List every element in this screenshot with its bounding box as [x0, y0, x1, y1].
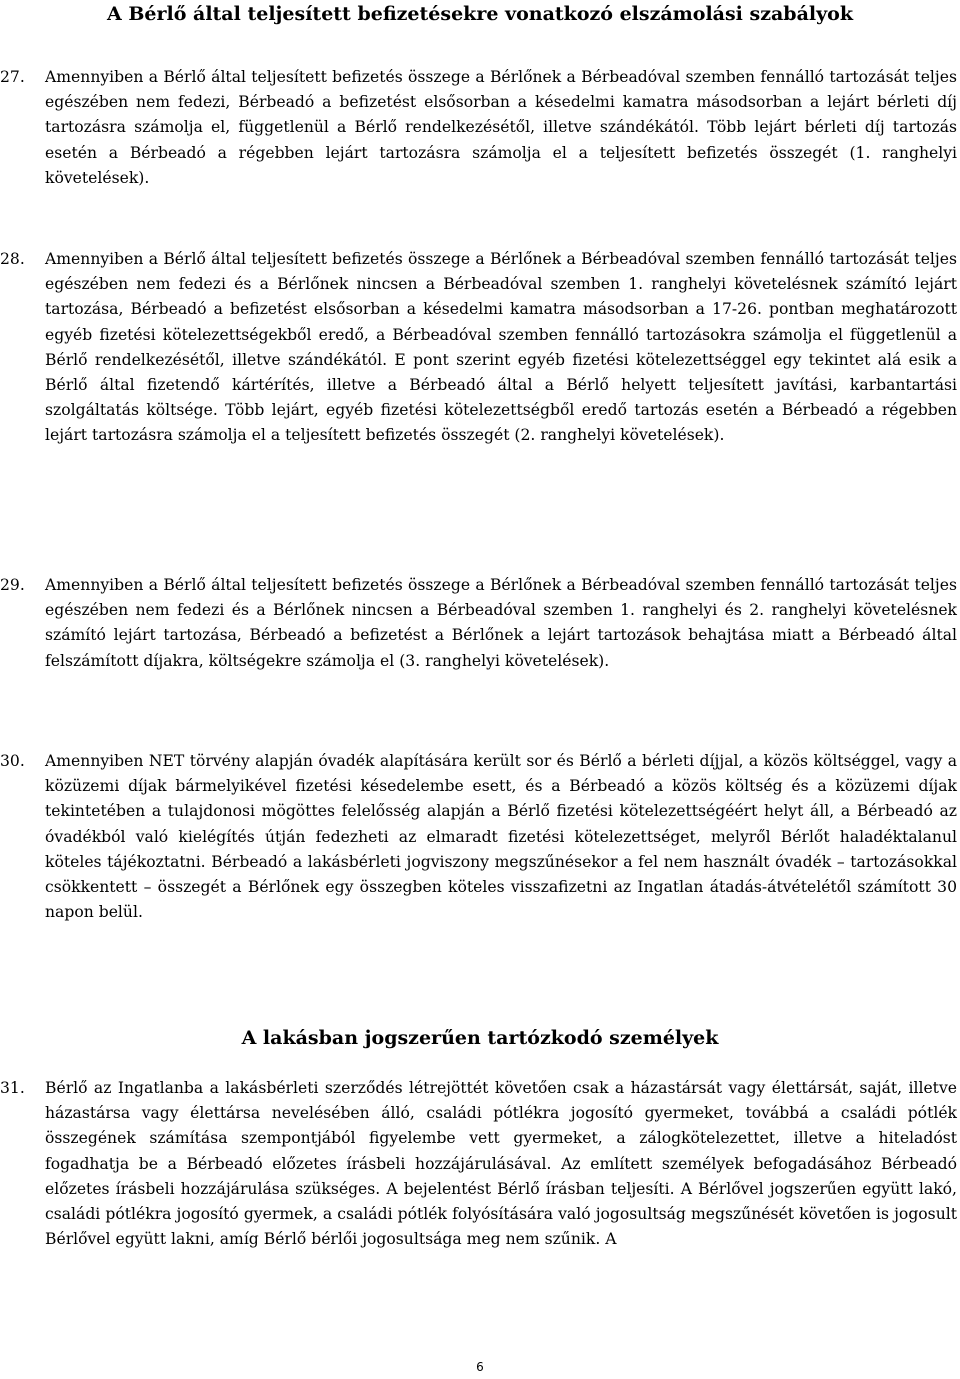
paragraph-30	[0, 749, 957, 925]
section-heading-settlement-rules: A Bérlő által teljesített befizetésekre vonatkozó elszámolási szabályok	[106, 3, 853, 25]
paragraph-29	[0, 573, 957, 674]
page-number: 6	[476, 1360, 484, 1374]
paragraph-text: Amennyiben a Bérlő által teljesített befizetés összege a Bérlőnek a Bérbeadóval szemben fennálló tartozását teljes egészében nem fedezi és a Bérlőnek nincsen a Bérbeadóval szemben 1. ranghelyi követelésnek számító lejárt tartozása, Bérbeadó a befizetést elsősorban a késedelmi kamatra másodsorban a 17-26. pontban meghatározott egyéb fizetési kötelezettségekből eredő, a Bérbeadóval szemben fennálló tartozásokra számolja el függetlenül a Bérlő rendelkezésétől, illetve szándékától. E pont szerint egyéb fizetési kötelezettséggel egy tekintet alá esik a Bérlő által fizetendő kártérítés, illetve a Bérbeadó által a Bérlő helyett teljesített javítási, karbantartási szolgáltatás költsége. Több lejárt, egyéb fizetési kötelezettségből eredő tartozás esetén a Bérbeadó a régebben lejárt tartozásra számolja el a teljesített befizetés összegét (2. ranghelyi követelések).	[45, 250, 957, 445]
section-heading-residents: A lakásban jogszerűen tartózkodó személyek	[241, 1027, 719, 1049]
paragraph-27	[0, 65, 957, 191]
paragraph-text: Amennyiben a Bérlő által teljesített befizetés összege a Bérlőnek a Bérbeadóval szemben fennálló tartozását teljes egészében nem fedezi és a Bérlőnek nincsen a Bérbeadóval szemben 1. ranghelyi és 2. ranghelyi követelésnek számító lejárt tartozása, Bérbeadó a befizetést a Bérlőnek a lejárt tartozások behajtása miatt a Bérbeadó által felszámított díjakra, költségekre számolja el (3. ranghelyi követelések).	[45, 576, 957, 670]
paragraph-text: Amennyiben NET törvény alapján óvadék alapítására került sor és Bérlő a bérleti díjjal, a közös költséggel, vagy a közüzemi díjak bármelyikével fizetési késedelembe esett, és a Bérbeadó a közös költség és a közüzemi díjak tekintetében a tulajdonosi mögöttes felelősség alapján a Bérlő fizetési kötelezettségéért helyt áll, a Bérbeadó az óvadékból való kielégítés útján fedezheti az elmaradt fizetési kötelezettséget, melyről Bérlőt haladéktalanul köteles tájékoztatni. Bérbeadó a lakásbérleti jogviszony megszűnésekor a fel nem használt óvadék – tartozásokkal csökkentett – összegét a Bérlőnek egy összegben köteles visszafizetni az Ingatlan átadás-átvételétől számított 30 napon belül.	[45, 752, 957, 922]
paragraph-28	[0, 247, 957, 449]
paragraph-number: 29.	[0, 576, 25, 594]
paragraph-number: 31.	[0, 1079, 25, 1097]
paragraph-number: 30.	[0, 752, 25, 770]
paragraph-text: Amennyiben a Bérlő által teljesített befizetés összege a Bérlőnek a Bérbeadóval szemben fennálló tartozását teljes egészében nem fedezi, Bérbeadó a befizetést elsősorban a késedelmi kamatra másodsorban a lejárt bérleti díj tartozásra számolja el, függetlenül a Bérlő rendelkezésétől, illetve szándékától. Több lejárt bérleti díj tartozás esetén a Bérbeadó a régebben lejárt tartozásra számolja el a teljesített befizetés összegét (1. ranghelyi követelések).	[45, 68, 957, 187]
paragraph-number: 28.	[0, 250, 25, 268]
paragraph-text: Bérlő az Ingatlanba a lakásbérleti szerződés létrejöttét követően csak a házastársát vagy élettársát, saját, illetve házastársa vagy élettársa nevelésében álló, családi pótlékra jogosító gyermeket, továbbá a családi pótlék összegének számítása szempontjából figyelembe vett gyermeket, a zálogkötelezettet, illetve a hiteladóst fogadhatja be a Bérbeadó előzetes írásbeli hozzájárulásával. Az említett személyek befogadásához Bérbeadó előzetes írásbeli hozzájárulása szükséges. A bejelentést Bérlő írásban teljesíti. A Bérlővel jogszerűen együtt lakó, családi pótlékra jogosító gyermek, a családi pótlék folyósítására való jogosultság megszűnését követően is jogosult Bérlővel együtt lakni, amíg Bérlő bérlői jogosultsága meg nem szűnik. A	[45, 1079, 957, 1249]
paragraph-number: 27.	[0, 68, 25, 86]
paragraph-31	[0, 1076, 957, 1252]
